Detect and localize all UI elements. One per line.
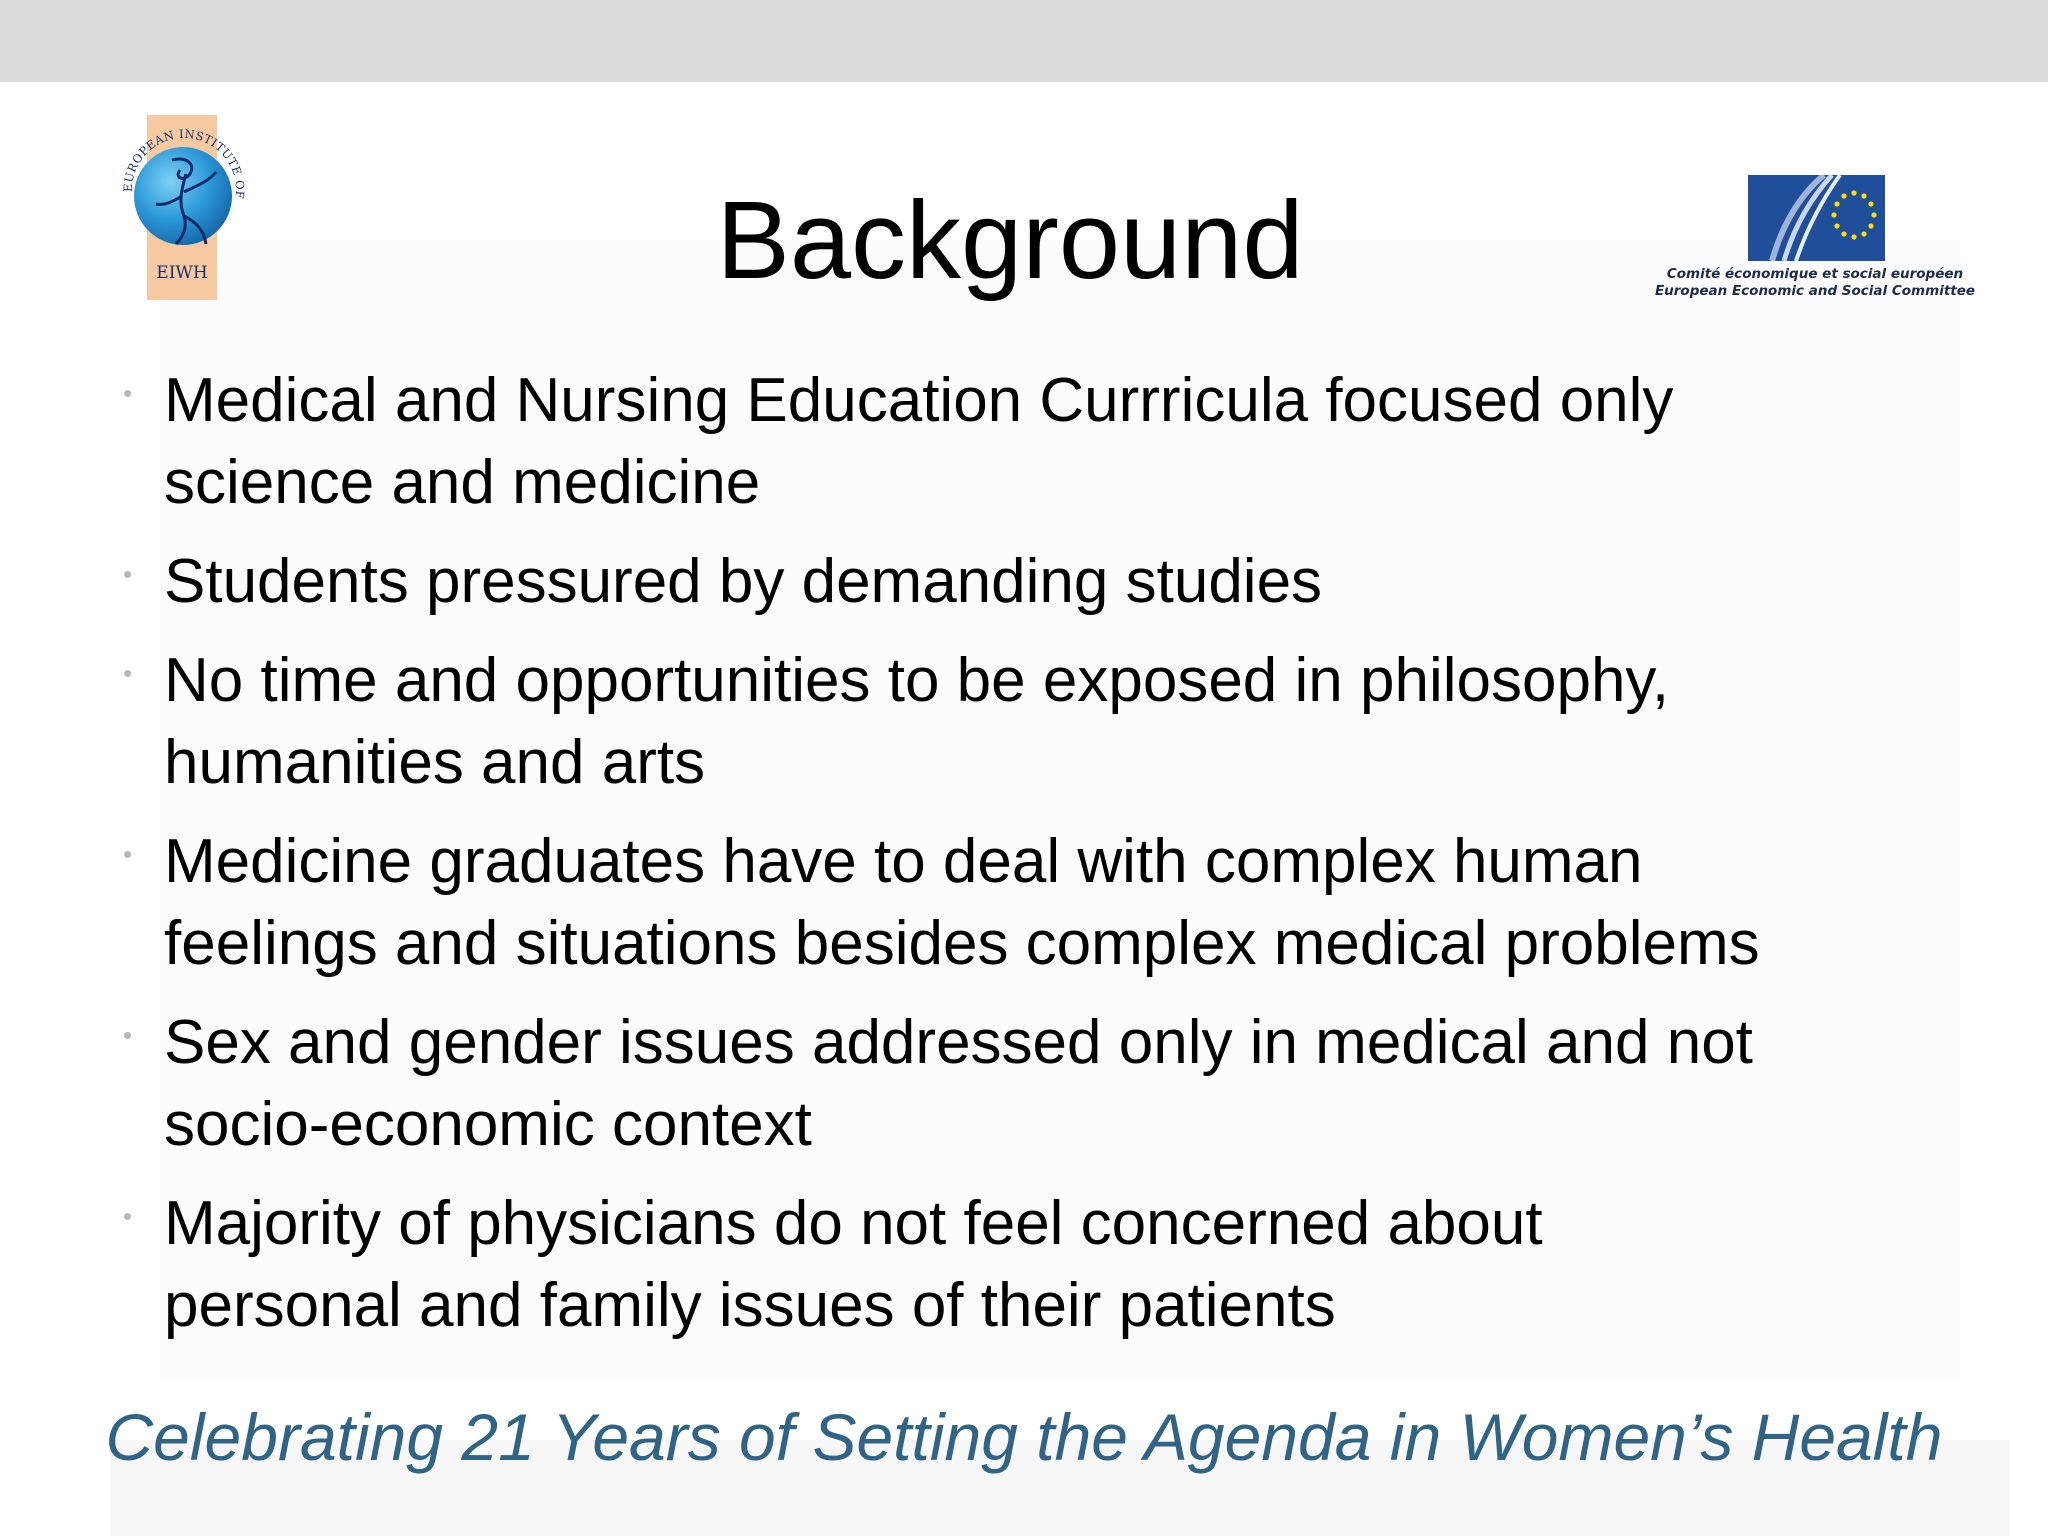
eesc-caption <box>1650 266 1980 300</box>
bullet-dot-icon: • <box>123 1020 133 1050</box>
bullet-line: Medicine graduates have to deal with complex human <box>164 827 1643 896</box>
bullet-line: socio-economic context <box>164 1090 812 1159</box>
bullet-line: Students pressured by demanding studies <box>164 547 1323 616</box>
eesc-caption-fr: Comité économique et social européen <box>1666 266 1964 282</box>
slide-title: Background <box>716 179 1304 302</box>
eiwh-logo <box>112 112 254 302</box>
bullet-dot-icon: • <box>123 559 133 589</box>
bullet-line: science and medicine <box>164 448 761 517</box>
footer-tagline: Celebrating 21 Years of Setting the Agenda in Women’s Health <box>105 1400 1943 1474</box>
bullet-item <box>120 821 1960 985</box>
eu-flag-icon <box>1748 175 1885 261</box>
bullet-line: No time and opportunities to be exposed in philosophy, <box>164 646 1670 715</box>
bullet-line: humanities and arts <box>164 728 706 797</box>
eiwh-abbr: EIWH <box>156 263 208 283</box>
bullet-line: Sex and gender issues addressed only in medical and not <box>164 1008 1753 1077</box>
bullet-dot-icon: • <box>123 658 133 688</box>
bullet-item <box>120 640 1960 804</box>
globe-with-figure-icon <box>112 112 254 302</box>
bullet-item <box>120 1183 1960 1347</box>
bullet-dot-icon: • <box>123 839 133 869</box>
eesc-caption-en: European Economic and Social Committee <box>1654 283 1976 299</box>
bullet-line: personal and family issues of their patients <box>164 1271 1336 1340</box>
top-gray-bar <box>0 0 2048 82</box>
bullet-item <box>120 1002 1960 1166</box>
bullet-dot-icon: • <box>123 1201 133 1231</box>
svg-text:EUROPEAN INSTITUTE OF WOMEN'S: EUROPEAN INSTITUTE OF <box>120 126 248 200</box>
bullet-item <box>120 360 1960 524</box>
bullet-line: Majority of physicians do not feel concerned about <box>164 1189 1543 1258</box>
bullet-line: Medical and Nursing Education Currricula focused only <box>164 366 1674 435</box>
bullet-line: feelings and situations besides complex medical problems <box>164 909 1760 978</box>
bullet-list <box>120 360 1960 1364</box>
bullet-item <box>120 541 1960 623</box>
eesc-logo <box>1650 170 1980 305</box>
bullet-dot-icon: • <box>123 378 133 408</box>
